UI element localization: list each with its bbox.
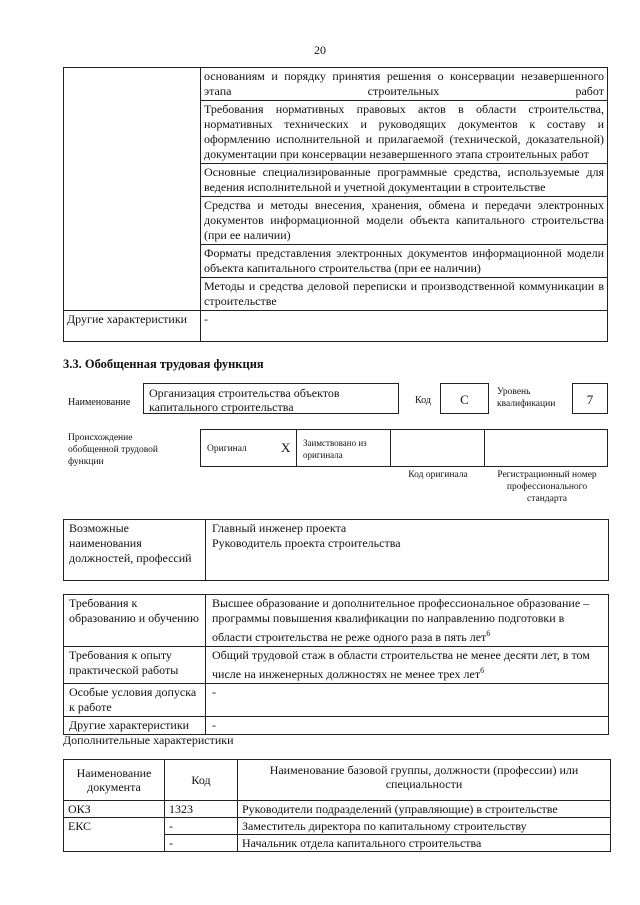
original-label: Оригинал: [207, 444, 247, 454]
other-characteristics-value: -: [201, 311, 608, 342]
requirement-label: Требования к образованию и обучению: [64, 595, 206, 647]
requirement-value: [206, 595, 609, 647]
footnote-ref: 6: [486, 629, 491, 638]
positions-table: [63, 519, 609, 581]
requirement-text: Высшее образование и дополнительное профессиональное образование – программы повышения квалификации по направлению подготовки в области строительства не реже одного раза в пять лет: [212, 596, 590, 644]
knowledge-row: основаниям и порядку принятия решения о консервации незавершенного этапа строительных работ: [201, 68, 608, 101]
requirement-text: Общий трудовой стаж в области строительства не менее десяти лет, в том числе на инженерных должностях не менее трех лет: [212, 648, 590, 681]
original-box: [200, 429, 297, 467]
other-characteristics-label: Другие характеристики: [64, 311, 201, 342]
cell-doc: ЕКС: [64, 818, 165, 852]
cell-code: 1323: [165, 801, 238, 818]
cell-name: Начальник отдела капитального строительства: [238, 835, 611, 852]
page-number: 20: [314, 43, 326, 57]
knowledge-row: Форматы представления электронных документов информационной модели объекта капитального строительства (при ее наличии): [201, 245, 608, 278]
knowledge-row: Средства и методы внесения, хранения, обмена и передачи электронных документов информационной модели объекта капитального строительства (при ее наличии): [201, 197, 608, 245]
reg-number-box: [484, 429, 608, 467]
header-code: Код: [165, 760, 238, 801]
cell-name: Руководители подразделений (управляющие) в строительстве: [238, 801, 611, 818]
reg-number-caption: Регистрационный номер профессионального стандарта: [497, 470, 597, 504]
origin-label: Происхождение обобщенной трудовой функции: [68, 433, 158, 467]
code-label: Код: [415, 395, 431, 406]
position-item: Главный инженер проекта: [212, 521, 347, 535]
knowledge-row: Основные специализированные программные средства, используемые для ведения исполнительной и учетной документации в строительстве: [201, 164, 608, 197]
requirement-value: -: [206, 684, 609, 717]
knowledge-row: Методы и средства деловой переписки и производственной коммуникации в строительстве: [201, 278, 608, 311]
positions-values: [206, 520, 609, 581]
requirement-label: Особые условия допуска к работе: [64, 684, 206, 717]
table-row: [64, 801, 611, 818]
requirement-label: Требования к опыту практической работы: [64, 647, 206, 684]
section-title: 3.3. Обобщенная трудовая функция: [63, 357, 264, 371]
requirement-value: -: [206, 717, 609, 735]
level-value-box: 7: [572, 383, 608, 414]
cell-name: Заместитель директора по капитальному строительству: [238, 818, 611, 835]
cell-code: -: [165, 835, 238, 852]
code-original-box: [390, 429, 485, 467]
header-doc: Наименование документа: [64, 760, 165, 801]
requirement-label: Другие характеристики: [64, 717, 206, 735]
requirements-table: [63, 594, 609, 735]
requirement-value: [206, 647, 609, 684]
borrowed-box: [296, 429, 391, 467]
additional-title: Дополнительные характеристики: [63, 733, 234, 747]
cell-doc: ОКЗ: [64, 801, 165, 818]
level-label: Уровень квалификации: [497, 387, 556, 409]
knowledge-table: [63, 67, 608, 342]
cell-code: -: [165, 818, 238, 835]
function-name-box: Организация строительства объектов капитального строительства: [143, 383, 399, 414]
additional-table: [63, 759, 611, 852]
code-original-caption: Код оригинала: [408, 470, 468, 480]
original-mark: Х: [281, 440, 291, 455]
table-row: [64, 818, 611, 835]
borrowed-label: Заимствовано из оригинала: [303, 438, 367, 460]
knowledge-row: Требования нормативных правовых актов в области строительства, нормативных технических и руководящих документов к составу и оформлению исполнительной и прилагаемой (технической, доказательной) документации при консервации незавершенного этапа строительных работ: [201, 101, 608, 164]
empty-label-cell: [64, 68, 201, 311]
position-item: Руководитель проекта строительства: [212, 536, 401, 550]
positions-label: Возможные наименования должностей, профессий: [64, 520, 206, 581]
header-name: Наименование базовой группы, должности (профессии) или специальности: [238, 760, 611, 801]
footnote-ref: 6: [480, 666, 485, 675]
code-value-box: С: [440, 383, 489, 414]
name-label: Наименование: [68, 397, 131, 408]
